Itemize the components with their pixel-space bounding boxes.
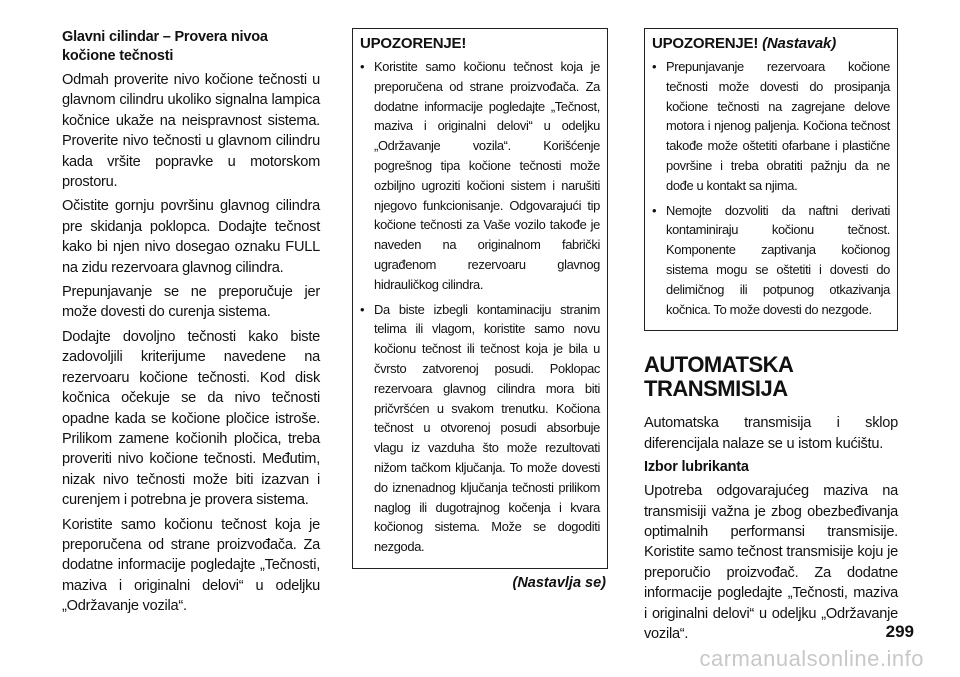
- warning-item: • Nemojte dozvoliti da naftni derivati kontaminiraju kočionu tečnost. Komponente zaptivanja kočionog sistema mogu se oštetiti i dovesti do delimičnog ili potpunog otkazivanja kočnica. To može dovesti do nezgode.: [652, 201, 890, 320]
- warning-list: [360, 57, 600, 557]
- warning-title-continued: [652, 33, 890, 55]
- column-transmission: [644, 28, 898, 648]
- paragraph: Koristite samo kočionu tečnost koja je preporučena od strane proizvođača. Za dodatne informacije pogledajte „Tečnosti, maziva i originalni delovi“ u odeljku „Održavanje vozila“.: [62, 516, 320, 615]
- paragraph: Dodajte dovoljno tečnosti kako biste zadovoljili kriterijume navedene na rezervoaru kočione tečnosti. Kod disk kočnica očekuje se da nivo tečnosti opadne kada se kočione pločice istroše. Prilikom zamene kočionih pločica, treba proveriti nivo kočione tečnosti. Međutim, nizak nivo tečnosti može biti izazvan i curenjem i potrebna je provera sistema.: [62, 328, 320, 509]
- warning-item: • Prepunjavanje rezervoara kočione tečnosti može dovesti do prosipanja kočione tečnosti na zagrejane delove motora i njenog paljenja. Kočiona tečnost takođe može oštetiti ofarbane i plastične površine i treba obratiti pažnju da ne dođe u kontakt sa njima.: [652, 57, 890, 196]
- column-warning: [352, 28, 608, 591]
- paragraph: Očistite gornju površinu glavnog cilindra pre skidanja poklopca. Dodajte tečnost kako bi njen nivo dosegao oznaku FULL na zidu rezervoara glavnog cilindra.: [62, 198, 320, 276]
- paragraph: Upotreba odgovarajućeg maziva na transmisiji važna je zbog obezbeđivanja optimalnih performansi transmisije. Koristite samo tečnost transmisije koju je preporučio proizvođač. Za dodatne informacije pogledajte „Tečnosti, maziva i originalni delovi“ u odeljku „Održavanje vozila“.: [644, 483, 898, 643]
- watermark: carmanualsonline.info: [699, 646, 924, 671]
- continued-label: (Nastavlja se): [512, 574, 606, 591]
- warning-title-cont: (Nastavak): [762, 35, 836, 52]
- section-title-line: TRANSMISIJA: [644, 376, 788, 402]
- warning-box-continued: [644, 28, 898, 331]
- paragraph: Automatska transmisija i sklop diferencijala nalaze se u istom kućištu.: [644, 415, 898, 452]
- paragraph: Prepunjavanje se ne preporučuje jer može dovesti do curenja sistema.: [62, 284, 320, 321]
- section-title: [644, 353, 898, 401]
- warning-item: • Da biste izbegli kontaminaciju stranim telima ili vlagom, koristite samo novu kočionu tečnost ili tečnost koja je bila u čvrsto zatvorenoj posudi. Poklopac rezervoara glavnog cilindra mora biti pričvršćen u svakom trenutku. Kočiona tečnost u otvorenoj posudi absorbuje vlagu iz vazduha što može rezultovati nižom tačkom ključanja. To može dovesti do iznenadnog ključanja tečnosti prilikom naglog ili dugotrajnog kočenja i kvara kočionog sistema. Može se dogoditi nezgoda.: [360, 300, 600, 557]
- warning-list: [652, 57, 890, 319]
- warning-item: • Koristite samo kočionu tečnost koja je preporučena od strane proizvođača. Za dodatne informacije pogledajte „Tečnost, maziva i originalni delovi“ u odeljku „Održavanje vozila“. Korišćenje pogrešnog tipa kočione tečnosti može ozbiljno ugroziti kočioni sistem i narušiti njegovo funkcionisanje. Odgovarajući tip kočione tečnosti za Vaše vozilo takođe je naveden na originalnom fabrički ugrađenom rezervoaru glavnog hidrauličkog cilindra.: [360, 57, 600, 295]
- warning-title: UPOZORENJE!: [360, 35, 467, 52]
- lubricant-heading: Izbor lubrikanta: [644, 459, 749, 476]
- paragraph: Odmah proverite nivo kočione tečnosti u glavnom cilindru ukoliko signalna lampica kočnice ukaže na neispravnost sistema. Proverite nivo tečnosti u glavnom cilindru kada vršite popravke u motorskom prostoru.: [62, 72, 320, 191]
- warning-box: [352, 28, 608, 569]
- section-title-line: AUTOMATSKA: [644, 352, 794, 378]
- page-number: 299: [885, 622, 914, 641]
- column-brake-fluid: [62, 28, 320, 621]
- brake-fluid-heading: Glavni cilindar – Provera nivoa kočione tečnosti: [62, 29, 268, 64]
- warning-title-text: UPOZORENJE!: [652, 35, 759, 52]
